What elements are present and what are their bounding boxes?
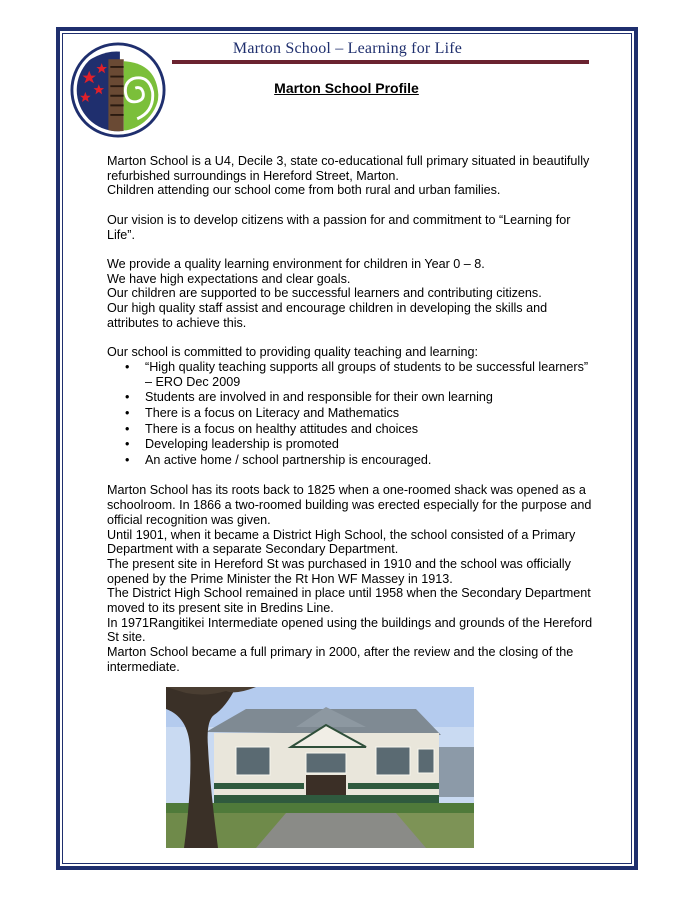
page-title: Marton School Profile bbox=[274, 80, 419, 96]
list-item: • There is a focus on healthy attitudes and choices bbox=[145, 422, 597, 437]
history-paragraph: Marton School has its roots back to 1825 when a one-roomed shack was opened as a schoolroom. In 1866 a two-roomed building was erected especially for the purpose and official recognition was given. bbox=[107, 483, 592, 527]
commitment-paragraph: Our school is committed to providing quality teaching and learning: bbox=[107, 345, 479, 360]
list-item: • An active home / school partnership is encouraged. bbox=[145, 453, 597, 468]
provide-line: Our children are supported to be successful learners and contributing citizens. bbox=[107, 286, 542, 301]
vision-paragraph: Our vision is to develop citizens with a passion for and commitment to “Learning for Life”. bbox=[107, 212, 571, 242]
history-paragraph: In 1971Rangitikei Intermediate opened using the buildings and grounds of the Hereford St site. bbox=[107, 615, 593, 645]
list-item: • Students are involved in and responsible for their own learning bbox=[145, 390, 597, 405]
list-item: • Developing leadership is promoted bbox=[145, 437, 597, 452]
list-item: • There is a focus on Literacy and Mathematics bbox=[145, 406, 597, 421]
school-building-photo bbox=[166, 687, 474, 848]
profile-body bbox=[107, 154, 597, 675]
history-paragraph: Marton School became a full primary in 2000, after the review and the closing of the intermediate. bbox=[107, 645, 574, 674]
header-rule bbox=[172, 60, 589, 64]
provide-line: We have high expectations and clear goals. bbox=[107, 271, 351, 286]
intro-paragraph: Marton School is a U4, Decile 3, state co-educational full primary situated in beautifully refurbished surroundings in Hereford Street, Marton. bbox=[107, 154, 590, 183]
header-title: Marton School – Learning for Life bbox=[232, 40, 463, 57]
history-paragraph: The present site in Hereford St was purchased in 1910 and the school was officially opened by the Prime Minister the Rt Hon WF Massey in 1913. bbox=[107, 556, 571, 586]
intro-paragraph: Children attending our school come from both rural and urban families. bbox=[107, 183, 501, 198]
school-crest-koru-logo bbox=[70, 42, 166, 138]
provide-line: We provide a quality learning environment for children in Year 0 – 8. bbox=[107, 256, 485, 271]
provide-line: Our high quality staff assist and encourage children in developing the skills and attributes to achieve this. bbox=[107, 301, 548, 330]
history-paragraph: The District High School remained in place until 1958 when the Secondary Department moved to its present site in Bredins Line. bbox=[107, 586, 591, 616]
list-item: • “High quality teaching supports all groups of students to be successful learners” – ERO Dec 2009 bbox=[145, 360, 597, 389]
commitment-list bbox=[107, 360, 597, 468]
history-paragraph: Until 1901, when it became a District High School, the school consisted of a Primary Department with a separate Secondary Department. bbox=[107, 527, 576, 557]
